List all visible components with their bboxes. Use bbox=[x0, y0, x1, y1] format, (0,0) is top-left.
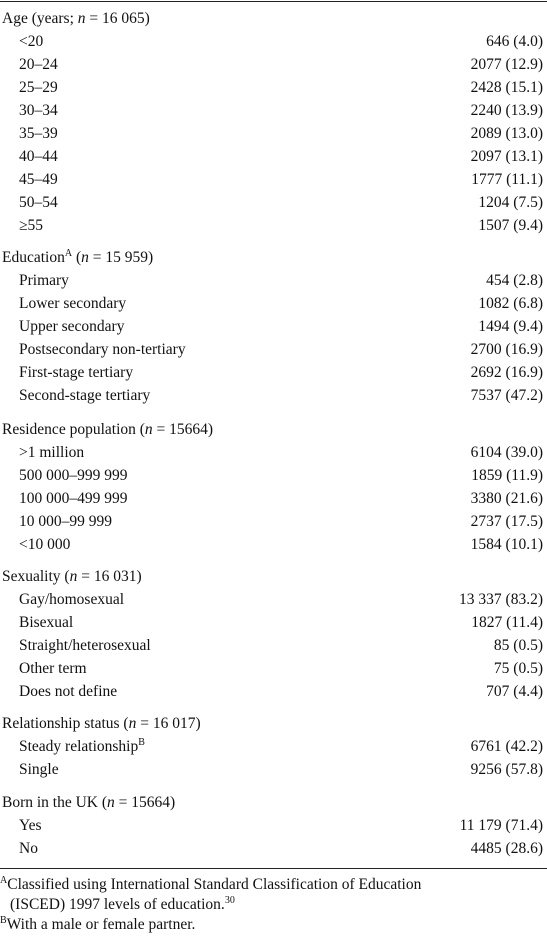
table-row: 10 000–99 999 2737 (17.5) bbox=[19, 513, 543, 530]
table-row: Yes 11 179 (71.4) bbox=[19, 817, 543, 834]
table-row: >1 million 6104 (39.0) bbox=[19, 444, 543, 461]
table-row: <10 000 1584 (10.1) bbox=[19, 536, 543, 553]
table-row: Upper secondary 1494 (9.4) bbox=[19, 318, 543, 335]
table-row: No 4485 (28.6) bbox=[19, 840, 543, 857]
section-born-in-uk bbox=[0, 791, 547, 860]
section-heading: Relationship status (n = 16 017) bbox=[2, 715, 201, 732]
table-row: Primary 454 (2.8) bbox=[19, 272, 543, 289]
section-heading: Education$^A$ (n = 15 959) bbox=[2, 248, 154, 266]
table-row: Gay/homosexual 13 337 (83.2) bbox=[19, 591, 543, 608]
section-age bbox=[0, 7, 547, 237]
table-row: 100 000–499 999 3380 (21.6) bbox=[19, 490, 543, 507]
table-row: Postsecondary non-tertiary 2700 (16.9) bbox=[19, 341, 543, 358]
section-heading: Age (years; n = 16 065) bbox=[2, 10, 150, 27]
table-row: 30–34 2240 (13.9) bbox=[19, 102, 543, 119]
section-sexuality bbox=[0, 565, 547, 703]
footnote-b: $^B$With a male or female partner. bbox=[0, 915, 196, 933]
section-residence-population bbox=[0, 418, 547, 556]
table-row: 50–54 1204 (7.5) bbox=[19, 194, 543, 211]
table-footnotes bbox=[0, 875, 547, 935]
section-education bbox=[0, 246, 547, 407]
table-row: 20–24 2077 (12.9) bbox=[19, 56, 543, 73]
table-row: 35–39 2089 (13.0) bbox=[19, 125, 543, 142]
table-row: Bisexual 1827 (11.4) bbox=[19, 614, 543, 631]
table-row: <20 646 (4.0) bbox=[19, 33, 543, 50]
footnote-a-continuation: (ISCED) 1997 levels of education.$^{30}$ bbox=[10, 895, 235, 913]
table-bottom-rule bbox=[0, 868, 547, 869]
table-row: Lower secondary 1082 (6.8) bbox=[19, 295, 543, 312]
section-relationship-status bbox=[0, 712, 547, 781]
table-row: Does not define 707 (4.4) bbox=[19, 683, 543, 700]
table-row: ≥55 1507 (9.4) bbox=[19, 217, 543, 234]
section-heading: Sexuality (n = 16 031) bbox=[2, 568, 142, 585]
table-row: 40–44 2097 (13.1) bbox=[19, 148, 543, 165]
table-row: Straight/heterosexual 85 (0.5) bbox=[19, 637, 543, 654]
table-row: Steady relationship$^B$ 6761 (42.2) bbox=[19, 737, 543, 755]
footnote-a: $^A$Classified using International Standard Classification of Education bbox=[0, 875, 422, 893]
table-top-rule bbox=[0, 1, 547, 2]
table-row: First-stage tertiary 2692 (16.9) bbox=[19, 364, 543, 381]
section-heading: Born in the UK (n = 15664) bbox=[2, 794, 176, 811]
table-row: 45–49 1777 (11.1) bbox=[19, 171, 543, 188]
section-heading: Residence population (n = 15664) bbox=[2, 421, 214, 438]
table-row: 25–29 2428 (15.1) bbox=[19, 79, 543, 96]
table-row: Other term 75 (0.5) bbox=[19, 660, 543, 677]
table-row: Second-stage tertiary 7537 (47.2) bbox=[19, 387, 543, 404]
table-row: Single 9256 (57.8) bbox=[19, 761, 543, 778]
table-row: 500 000–999 999 1859 (11.9) bbox=[19, 467, 543, 484]
